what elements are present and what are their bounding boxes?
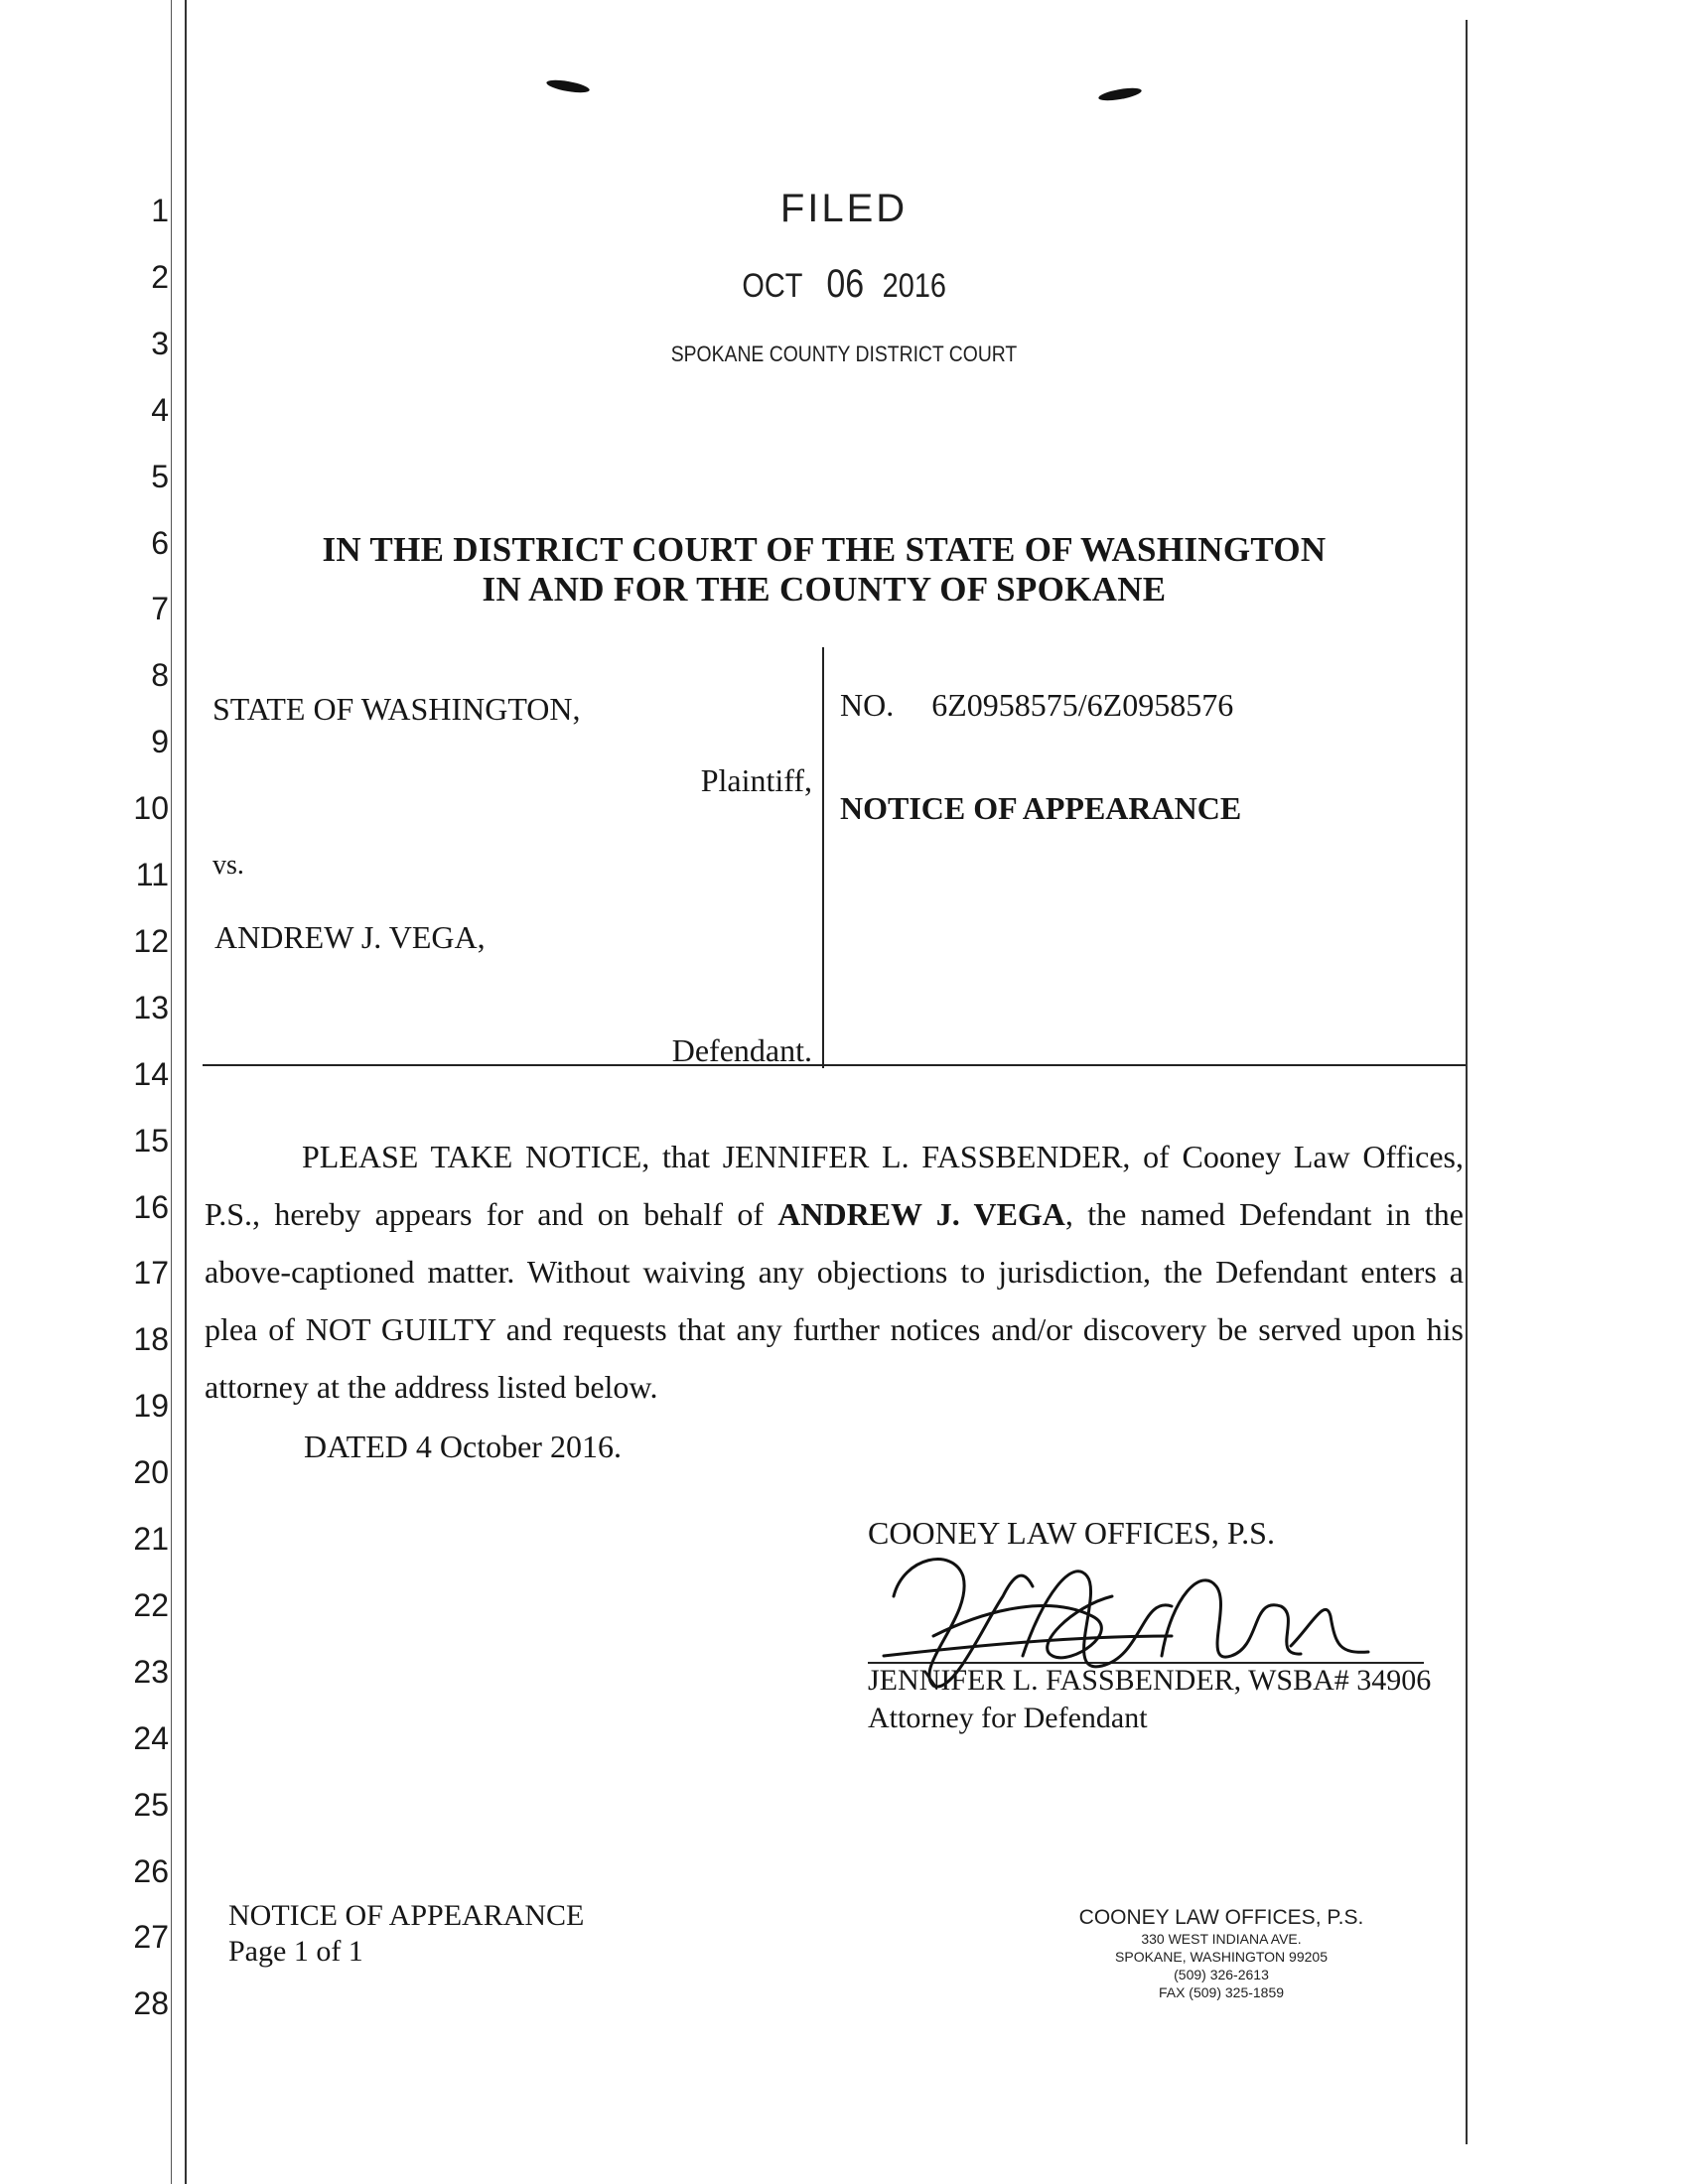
case-number-value: 6Z0958575/6Z0958576 [931,687,1234,723]
filed-court: SPOKANE COUNTY DISTRICT COURT [670,341,1018,366]
left-margin-rule-inner [185,0,187,2184]
caption-divider-horizontal [203,1064,1466,1066]
plaintiff-name: STATE OF WASHINGTON, [212,691,581,727]
right-margin-rule [1466,20,1468,2144]
filed-label: FILED [779,187,909,230]
footer-firm: COONEY LAW OFFICES, P.S. [1078,1906,1364,1929]
notice-text-2: , the named Defendant in the above-captioned matter. Without waiving any objections to jurisdiction, the Defendant enters a plea of NOT GUILTY and requests that any further notices and/or discovery be served upon his attorney at the address listed below. [205,1196,1465,1405]
line-number: 15 [133,1122,169,1159]
notice-paragraph [205,1128,1464,1416]
footer-title: NOTICE OF APPEARANCE [228,1899,585,1932]
left-margin-rule-outer [171,0,172,2184]
line-number: 27 [133,1919,169,1956]
filed-date-day: 06 [826,262,864,306]
line-number: 28 [133,1985,169,2022]
line-number: 20 [133,1454,169,1491]
plaintiff-label: Plaintiff, [700,762,812,798]
line-number: 23 [133,1653,169,1690]
scan-mark-left [545,77,590,94]
line-number: 17 [133,1255,169,1292]
line-number: 12 [133,922,169,959]
line-number: 14 [133,1055,169,1092]
line-number: 25 [133,1786,169,1823]
case-number-label: NO. [840,687,895,723]
dated-line: DATED 4 October 2016. [304,1429,622,1464]
case-number [840,687,1233,724]
notice-text-1: PLEASE TAKE NOTICE, that JENNIFER L. FASSBENDER, of Cooney Law Offices, P.S., hereby appears for and on behalf of [205,1139,1464,1232]
line-number: 7 [151,591,169,627]
line-number: 11 [135,857,169,892]
caption-divider-vertical [822,647,824,1068]
footer-firm-info [1033,1906,1410,2001]
footer-document-info [228,1898,584,1970]
line-number: 1 [151,193,169,228]
footer-fax: FAX (509) 325-1859 [1158,1984,1285,2000]
line-number: 13 [133,989,169,1025]
signature-firm: COONEY LAW OFFICES, P.S. [868,1515,1275,1551]
filed-date-month: OCT [741,267,802,305]
defendant-label: Defendant. [671,1032,812,1068]
line-number: 24 [133,1719,169,1756]
scan-mark-right [1097,85,1142,102]
footer-page: Page 1 of 1 [228,1935,363,1968]
court-title-line2: IN AND FOR THE COUNTY OF SPOKANE [482,570,1167,609]
filed-date-year: 2016 [882,267,946,305]
footer-phone: (509) 326-2613 [1174,1967,1269,1982]
line-number: 2 [151,258,169,295]
defendant-name-bold: ANDREW J. VEGA [777,1196,1065,1232]
attorney-name: JENNIFER L. FASSBENDER, WSBA# 34906 [868,1664,1432,1697]
line-number: 4 [151,391,169,428]
line-number: 8 [151,657,169,694]
line-number: 10 [133,790,169,827]
footer-address2: SPOKANE, WASHINGTON 99205 [1115,1949,1328,1965]
court-title-line1: IN THE DISTRICT COURT OF THE STATE OF WASHINGTON [322,530,1327,569]
line-number: 18 [133,1321,169,1358]
line-number: 3 [151,325,169,361]
attorney-role: Attorney for Defendant [868,1702,1148,1734]
document-title: NOTICE OF APPEARANCE [840,790,1242,826]
line-number: 9 [151,724,169,760]
filed-date [635,262,1052,307]
court-title [218,530,1430,610]
line-number: 21 [133,1521,169,1557]
filed-stamp [635,187,1052,231]
line-number: 19 [133,1388,169,1425]
line-number: 16 [133,1188,169,1225]
versus: vs. [212,850,244,881]
line-number: 6 [151,524,169,561]
defendant-name: ANDREW J. VEGA, [214,919,486,955]
line-number: 22 [133,1586,169,1623]
footer-address1: 330 WEST INDIANA AVE. [1141,1931,1302,1947]
line-number: 5 [151,458,169,494]
line-number: 26 [133,1852,169,1889]
